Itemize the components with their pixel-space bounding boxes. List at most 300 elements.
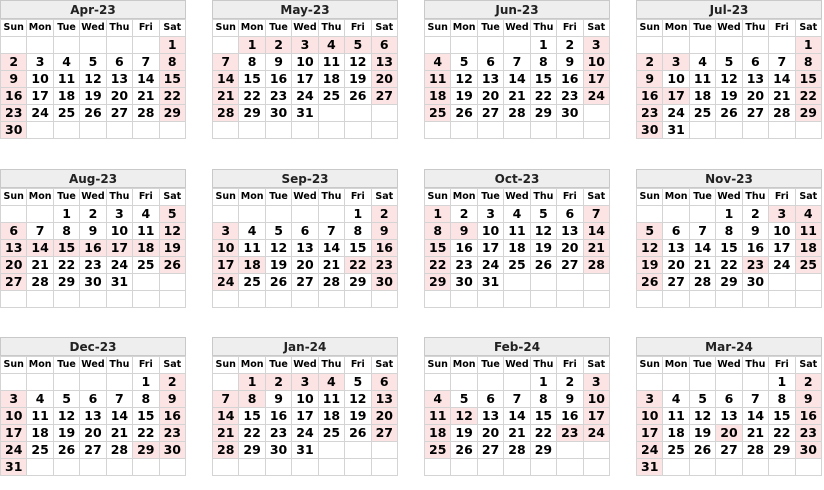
day-cell: 25: [795, 257, 821, 274]
day-cell: 7: [504, 391, 530, 408]
day-cell: 9: [557, 391, 583, 408]
weekday-header: Sat: [159, 357, 185, 374]
weekday-header: Thu: [318, 357, 344, 374]
weekday-header: Fri: [769, 357, 795, 374]
day-cell: 20: [716, 425, 742, 442]
day-cell: 26: [80, 105, 106, 122]
empty-cell: [637, 37, 663, 54]
day-cell: 25: [663, 442, 689, 459]
weekday-header: Fri: [133, 20, 159, 37]
empty-cell: [239, 291, 265, 308]
day-cell: 17: [583, 408, 609, 425]
empty-cell: [451, 37, 477, 54]
day-cell: 2: [159, 374, 185, 391]
day-cell: 8: [239, 391, 265, 408]
day-cell: 29: [795, 105, 821, 122]
day-cell: 25: [53, 105, 79, 122]
empty-cell: [689, 37, 715, 54]
weekday-header: Mon: [27, 189, 53, 206]
day-cell: 3: [1, 391, 27, 408]
day-cell: 7: [27, 223, 53, 240]
weekday-header: Sat: [583, 20, 609, 37]
empty-cell: [53, 291, 79, 308]
empty-cell: [637, 374, 663, 391]
empty-cell: [265, 291, 291, 308]
day-cell: 30: [742, 274, 768, 291]
empty-cell: [106, 122, 132, 139]
day-cell: 14: [318, 240, 344, 257]
weekday-header: Wed: [504, 357, 530, 374]
weekday-header: Fri: [133, 189, 159, 206]
day-cell: 13: [477, 71, 503, 88]
day-cell: 21: [106, 425, 132, 442]
empty-cell: [318, 459, 344, 476]
day-cell: 21: [133, 88, 159, 105]
empty-cell: [133, 122, 159, 139]
day-cell: 15: [239, 71, 265, 88]
day-cell: 21: [318, 257, 344, 274]
empty-cell: [716, 291, 742, 308]
day-cell: 25: [318, 425, 344, 442]
day-cell: 29: [425, 274, 451, 291]
empty-cell: [27, 291, 53, 308]
day-cell: 1: [425, 206, 451, 223]
day-cell: 3: [106, 206, 132, 223]
day-cell: 9: [637, 71, 663, 88]
month-grid: [424, 19, 610, 139]
day-cell: 24: [292, 425, 318, 442]
day-cell: 28: [769, 105, 795, 122]
day-cell: 9: [557, 54, 583, 71]
day-cell: 16: [371, 240, 397, 257]
empty-cell: [425, 37, 451, 54]
weekday-header: Thu: [106, 20, 132, 37]
weekday-header: Thu: [742, 189, 768, 206]
empty-cell: [477, 374, 503, 391]
day-cell: 28: [213, 105, 239, 122]
day-cell: 17: [27, 88, 53, 105]
day-cell: 2: [265, 374, 291, 391]
day-cell: 1: [530, 37, 556, 54]
day-cell: 20: [477, 425, 503, 442]
empty-cell: [663, 459, 689, 476]
weekday-header: Thu: [106, 357, 132, 374]
empty-cell: [769, 37, 795, 54]
weekday-header: Sun: [213, 20, 239, 37]
weekday-header: Mon: [451, 357, 477, 374]
day-cell: 6: [716, 391, 742, 408]
day-cell: 9: [1, 71, 27, 88]
empty-cell: [292, 291, 318, 308]
month-nov-23: [636, 169, 822, 308]
empty-cell: [1, 37, 27, 54]
weekday-header: Wed: [292, 20, 318, 37]
weekday-header: Thu: [530, 189, 556, 206]
empty-cell: [477, 122, 503, 139]
month-grid: [636, 188, 822, 308]
day-cell: 5: [345, 37, 371, 54]
empty-cell: [80, 374, 106, 391]
day-cell: 3: [583, 37, 609, 54]
empty-cell: [583, 105, 609, 122]
day-cell: 12: [53, 408, 79, 425]
day-cell: 7: [213, 54, 239, 71]
day-cell: 29: [133, 442, 159, 459]
day-cell: 6: [477, 391, 503, 408]
day-cell: 15: [530, 408, 556, 425]
day-cell: 19: [159, 240, 185, 257]
day-cell: 8: [133, 391, 159, 408]
month-title: Aug-23: [0, 169, 186, 188]
weekday-header: Sat: [583, 357, 609, 374]
day-cell: 11: [425, 71, 451, 88]
month-feb-24: [424, 337, 610, 476]
weekday-header: Thu: [742, 357, 768, 374]
day-cell: 1: [769, 374, 795, 391]
day-cell: 6: [477, 54, 503, 71]
day-cell: 14: [504, 71, 530, 88]
day-cell: 8: [530, 391, 556, 408]
day-cell: 11: [504, 223, 530, 240]
weekday-header: Tue: [477, 357, 503, 374]
empty-cell: [451, 374, 477, 391]
day-cell: 23: [451, 257, 477, 274]
day-cell: 5: [451, 391, 477, 408]
day-cell: 8: [716, 223, 742, 240]
day-cell: 3: [477, 206, 503, 223]
day-cell: 5: [716, 54, 742, 71]
month-title: Sep-23: [212, 169, 398, 188]
day-cell: 16: [451, 240, 477, 257]
day-cell: 21: [504, 425, 530, 442]
month-oct-23: [424, 169, 610, 308]
day-cell: 4: [318, 37, 344, 54]
day-cell: 25: [318, 88, 344, 105]
weekday-header: Fri: [557, 357, 583, 374]
day-cell: 21: [583, 240, 609, 257]
day-cell: 16: [795, 408, 821, 425]
day-cell: 8: [53, 223, 79, 240]
empty-cell: [530, 459, 556, 476]
day-cell: 20: [292, 257, 318, 274]
day-cell: 1: [133, 374, 159, 391]
day-cell: 12: [345, 54, 371, 71]
weekday-header: Thu: [106, 189, 132, 206]
empty-cell: [80, 37, 106, 54]
day-cell: 11: [795, 223, 821, 240]
day-cell: 3: [637, 391, 663, 408]
empty-cell: [504, 274, 530, 291]
day-cell: 26: [53, 442, 79, 459]
day-cell: 6: [371, 37, 397, 54]
day-cell: 20: [106, 88, 132, 105]
empty-cell: [133, 37, 159, 54]
day-cell: 16: [159, 408, 185, 425]
empty-cell: [318, 442, 344, 459]
day-cell: 20: [477, 88, 503, 105]
day-cell: 7: [504, 54, 530, 71]
day-cell: 22: [345, 257, 371, 274]
empty-cell: [265, 459, 291, 476]
empty-cell: [133, 291, 159, 308]
month-grid: [212, 19, 398, 139]
day-cell: 16: [80, 240, 106, 257]
day-cell: 21: [213, 425, 239, 442]
month-grid: [636, 19, 822, 139]
day-cell: 25: [504, 257, 530, 274]
weekday-header: Tue: [689, 357, 715, 374]
day-cell: 5: [53, 391, 79, 408]
day-cell: 5: [265, 223, 291, 240]
day-cell: 16: [1, 88, 27, 105]
empty-cell: [80, 122, 106, 139]
day-cell: 22: [239, 425, 265, 442]
day-cell: 22: [769, 425, 795, 442]
empty-cell: [583, 122, 609, 139]
day-cell: 15: [530, 71, 556, 88]
weekday-header: Sun: [1, 357, 27, 374]
weekday-header: Wed: [80, 20, 106, 37]
empty-cell: [213, 374, 239, 391]
day-cell: 24: [1, 442, 27, 459]
day-cell: 9: [742, 223, 768, 240]
day-cell: 2: [557, 374, 583, 391]
day-cell: 22: [795, 88, 821, 105]
empty-cell: [451, 459, 477, 476]
day-cell: 28: [27, 274, 53, 291]
day-cell: 17: [213, 257, 239, 274]
day-cell: 15: [345, 240, 371, 257]
day-cell: 12: [80, 71, 106, 88]
day-cell: 18: [689, 88, 715, 105]
day-cell: 14: [689, 240, 715, 257]
empty-cell: [451, 291, 477, 308]
day-cell: 23: [557, 425, 583, 442]
day-cell: 21: [742, 425, 768, 442]
day-cell: 28: [213, 442, 239, 459]
weekday-header: Tue: [265, 20, 291, 37]
empty-cell: [663, 291, 689, 308]
empty-cell: [425, 374, 451, 391]
day-cell: 19: [530, 240, 556, 257]
day-cell: 26: [451, 105, 477, 122]
month-jun-23: [424, 0, 610, 139]
empty-cell: [106, 291, 132, 308]
day-cell: 25: [425, 105, 451, 122]
empty-cell: [742, 37, 768, 54]
day-cell: 23: [557, 88, 583, 105]
empty-cell: [265, 206, 291, 223]
day-cell: 31: [292, 105, 318, 122]
day-cell: 13: [742, 71, 768, 88]
day-cell: 16: [557, 408, 583, 425]
day-cell: 7: [583, 206, 609, 223]
day-cell: 14: [583, 223, 609, 240]
empty-cell: [769, 459, 795, 476]
weekday-header: Fri: [769, 189, 795, 206]
day-cell: 10: [1, 408, 27, 425]
day-cell: 28: [504, 105, 530, 122]
empty-cell: [292, 122, 318, 139]
day-cell: 8: [769, 391, 795, 408]
day-cell: 1: [159, 37, 185, 54]
empty-cell: [318, 206, 344, 223]
weekday-header: Wed: [292, 357, 318, 374]
day-cell: 2: [1, 54, 27, 71]
empty-cell: [504, 37, 530, 54]
empty-cell: [239, 122, 265, 139]
weekday-header: Mon: [27, 20, 53, 37]
weekday-header: Tue: [265, 189, 291, 206]
day-cell: 22: [425, 257, 451, 274]
day-cell: 15: [159, 71, 185, 88]
weekday-header: Sat: [583, 189, 609, 206]
day-cell: 20: [663, 257, 689, 274]
day-cell: 14: [27, 240, 53, 257]
day-cell: 4: [663, 391, 689, 408]
weekday-header: Sun: [425, 20, 451, 37]
day-cell: 29: [530, 442, 556, 459]
day-cell: 10: [213, 240, 239, 257]
day-cell: 2: [795, 374, 821, 391]
weekday-header: Thu: [742, 20, 768, 37]
weekday-header: Mon: [451, 189, 477, 206]
empty-cell: [27, 206, 53, 223]
empty-cell: [1, 291, 27, 308]
day-cell: 4: [133, 206, 159, 223]
empty-cell: [425, 122, 451, 139]
day-cell: 23: [159, 425, 185, 442]
day-cell: 1: [239, 374, 265, 391]
day-cell: 24: [292, 88, 318, 105]
day-cell: 27: [716, 442, 742, 459]
day-cell: 10: [583, 54, 609, 71]
day-cell: 27: [1, 274, 27, 291]
day-cell: 7: [742, 391, 768, 408]
day-cell: 18: [425, 88, 451, 105]
day-cell: 1: [530, 374, 556, 391]
weekday-header: Mon: [239, 357, 265, 374]
empty-cell: [133, 459, 159, 476]
day-cell: 22: [133, 425, 159, 442]
day-cell: 29: [716, 274, 742, 291]
day-cell: 13: [1, 240, 27, 257]
empty-cell: [292, 459, 318, 476]
weekday-header: Fri: [133, 357, 159, 374]
empty-cell: [557, 442, 583, 459]
empty-cell: [742, 459, 768, 476]
day-cell: 30: [795, 442, 821, 459]
day-cell: 29: [530, 105, 556, 122]
day-cell: 10: [583, 391, 609, 408]
day-cell: 20: [557, 240, 583, 257]
day-cell: 23: [1, 105, 27, 122]
empty-cell: [106, 37, 132, 54]
day-cell: 5: [530, 206, 556, 223]
weekday-header: Sun: [637, 357, 663, 374]
day-cell: 8: [159, 54, 185, 71]
day-cell: 2: [80, 206, 106, 223]
empty-cell: [213, 291, 239, 308]
empty-cell: [318, 291, 344, 308]
day-cell: 12: [637, 240, 663, 257]
empty-cell: [477, 459, 503, 476]
day-cell: 17: [637, 425, 663, 442]
weekday-header: Sun: [425, 189, 451, 206]
day-cell: 17: [583, 71, 609, 88]
day-cell: 10: [477, 223, 503, 240]
day-cell: 1: [239, 37, 265, 54]
empty-cell: [504, 374, 530, 391]
empty-cell: [292, 206, 318, 223]
empty-cell: [371, 291, 397, 308]
day-cell: 2: [451, 206, 477, 223]
day-cell: 22: [159, 88, 185, 105]
weekday-header: Sun: [637, 189, 663, 206]
weekday-header: Tue: [477, 189, 503, 206]
day-cell: 7: [769, 54, 795, 71]
weekday-header: Fri: [557, 189, 583, 206]
day-cell: 1: [716, 206, 742, 223]
weekday-header: Sat: [159, 20, 185, 37]
weekday-header: Mon: [663, 357, 689, 374]
day-cell: 8: [795, 54, 821, 71]
month-jul-23: [636, 0, 822, 139]
empty-cell: [425, 291, 451, 308]
day-cell: 12: [530, 223, 556, 240]
weekday-header: Wed: [716, 20, 742, 37]
day-cell: 24: [583, 88, 609, 105]
day-cell: 16: [637, 88, 663, 105]
day-cell: 26: [530, 257, 556, 274]
empty-cell: [213, 122, 239, 139]
day-cell: 23: [265, 425, 291, 442]
day-cell: 21: [504, 88, 530, 105]
empty-cell: [371, 459, 397, 476]
empty-cell: [106, 374, 132, 391]
day-cell: 29: [769, 442, 795, 459]
empty-cell: [557, 291, 583, 308]
day-cell: 9: [159, 391, 185, 408]
empty-cell: [530, 291, 556, 308]
empty-cell: [530, 122, 556, 139]
day-cell: 24: [213, 274, 239, 291]
empty-cell: [557, 459, 583, 476]
weekday-header: Mon: [27, 357, 53, 374]
day-cell: 24: [27, 105, 53, 122]
day-cell: 21: [689, 257, 715, 274]
month-title: Dec-23: [0, 337, 186, 356]
weekday-header: Fri: [345, 189, 371, 206]
empty-cell: [159, 291, 185, 308]
empty-cell: [345, 442, 371, 459]
day-cell: 18: [27, 425, 53, 442]
day-cell: 27: [557, 257, 583, 274]
day-cell: 23: [371, 257, 397, 274]
empty-cell: [557, 122, 583, 139]
empty-cell: [451, 122, 477, 139]
weekday-header: Sat: [371, 357, 397, 374]
day-cell: 27: [477, 105, 503, 122]
day-cell: 25: [133, 257, 159, 274]
day-cell: 8: [425, 223, 451, 240]
day-cell: 7: [133, 54, 159, 71]
empty-cell: [27, 374, 53, 391]
day-cell: 17: [292, 71, 318, 88]
empty-cell: [742, 122, 768, 139]
day-cell: 19: [345, 71, 371, 88]
day-cell: 28: [106, 442, 132, 459]
